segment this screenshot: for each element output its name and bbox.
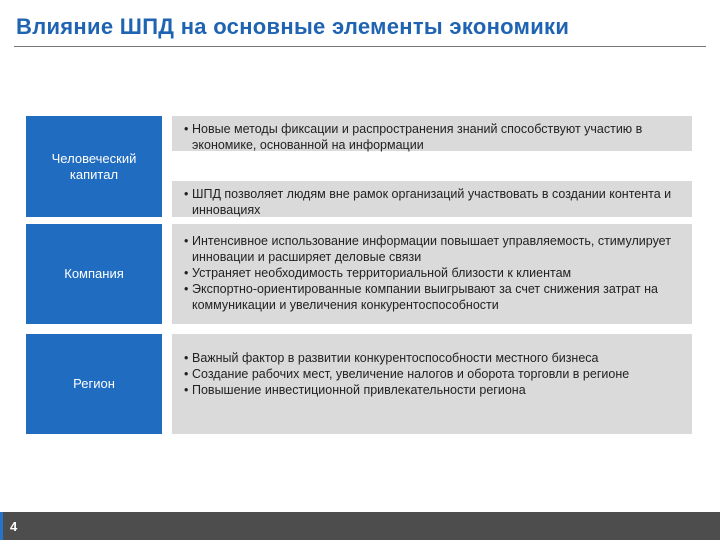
row-human-capital bbox=[26, 116, 692, 217]
label-human-capital bbox=[26, 116, 162, 217]
page-title: Влияние ШПД на основные элементы экономики bbox=[16, 14, 570, 39]
label-region bbox=[26, 334, 162, 434]
row-region bbox=[26, 334, 692, 434]
bullet-item: • Важный фактор в развитии конкурентоспособности местного бизнеса bbox=[184, 350, 682, 366]
footer-accent bbox=[0, 512, 3, 540]
panel-human-capital-2 bbox=[172, 181, 692, 217]
label-text: Человеческий капитал bbox=[51, 150, 137, 182]
footer-bar bbox=[0, 512, 720, 540]
bullet-item: • Экспортно-ориентированные компании выигрывают за счет снижения затрат на коммуникации и увеличения конкурентоспособности bbox=[184, 281, 682, 313]
bullet-item: • Интенсивное использование информации повышает управляемость, стимулирует инновации и расширяет деловые связи bbox=[184, 233, 682, 265]
bullet-item: • Повышение инвестиционной привлекательности региона bbox=[184, 382, 682, 398]
panel-company bbox=[172, 224, 692, 324]
bullet-item: • ШПД позволяет людям вне рамок организаций участвовать в создании контента и инновациях bbox=[184, 186, 682, 218]
title-divider bbox=[14, 46, 706, 47]
bullet-item: • Создание рабочих мест, увеличение налогов и оборота торговли в регионе bbox=[184, 366, 682, 382]
label-company bbox=[26, 224, 162, 324]
panel-region bbox=[172, 334, 692, 434]
bullet-item: • Устраняет необходимость территориальной близости к клиентам bbox=[184, 265, 682, 281]
panel-human-capital-1 bbox=[172, 116, 692, 151]
label-text: Компания bbox=[64, 266, 124, 281]
bullet-item: • Новые методы фиксации и распространения знаний способствуют участию в экономике, основанной на информации bbox=[184, 121, 682, 153]
label-text: Регион bbox=[73, 376, 115, 391]
row-company bbox=[26, 224, 692, 324]
page-number: 4 bbox=[10, 519, 18, 534]
